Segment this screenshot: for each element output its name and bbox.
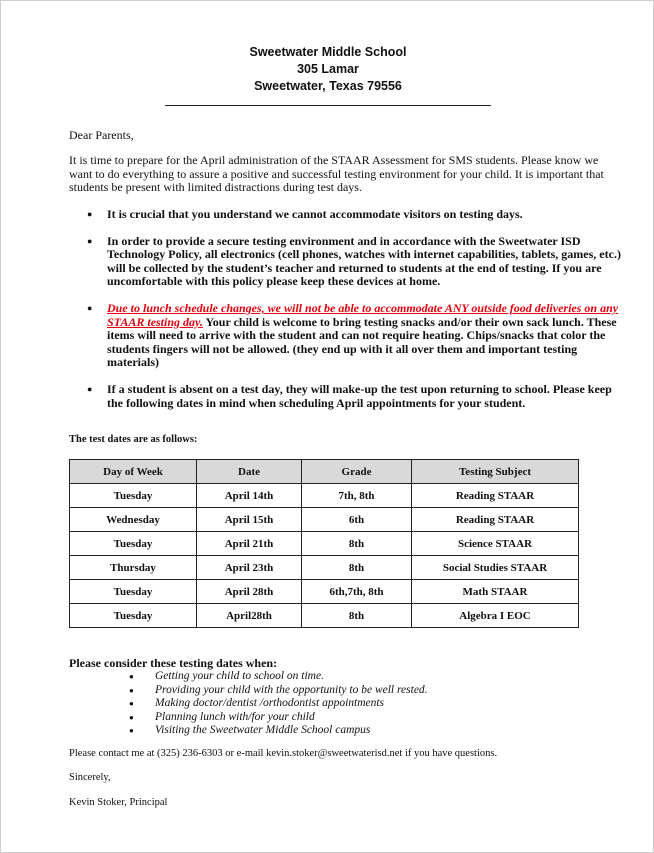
policy-visitors-text: It is crucial that you understand we cannot accommodate visitors on testing days. xyxy=(107,207,523,221)
table-row xyxy=(70,508,579,532)
list-item: ● Providing your child with the opportunity to be well rested. xyxy=(69,684,428,698)
intro-paragraph: It is time to prepare for the April administration of the STAAR Assessment for SMS students. Please know we want to do everything to assure a positive and successful testing environment for your child. It is important that students be present with limited distractions during test days. xyxy=(69,153,604,195)
cell-day: Tuesday xyxy=(70,580,197,604)
header-day: Day of Week xyxy=(70,460,197,484)
cell-subject: Algebra I EOC xyxy=(412,604,579,628)
signature: Kevin Stoker, Principal xyxy=(69,797,168,808)
cell-date: April 28th xyxy=(197,580,302,604)
lunch-details: Your child is welcome to bring testing snacks and/or their own sack lunch. These items will need to arrive with the student and can not require heating. Chips/snacks that color the students fingers will not be allowed. (they end up with it all over them and important testing materials) xyxy=(107,314,617,370)
lunch-warning: Due to lunch schedule changes, we will not be able to accommodate ANY outside food deliveries on any STAAR testing day. xyxy=(107,300,619,329)
table-row xyxy=(70,580,579,604)
cell-day: Thursday xyxy=(70,556,197,580)
cell-date: April28th xyxy=(197,604,302,628)
cell-subject: Science STAAR xyxy=(412,532,579,556)
list-item: ● Planning lunch with/for your child xyxy=(69,711,428,725)
letterhead xyxy=(1,44,654,106)
school-city: Sweetwater, Texas 79556 xyxy=(254,79,402,93)
consider-list xyxy=(69,670,428,738)
policy-absence-text: If a student is absent on a test day, they will make-up the test upon returning to school. Please keep the following dates in mind when scheduling April appointments for your student. xyxy=(107,381,612,410)
list-item: ● Visiting the Sweetwater Middle School campus xyxy=(69,724,428,738)
policy-electronics xyxy=(69,235,625,289)
cell-grade: 8th xyxy=(302,604,412,628)
list-item: ● Making doctor/dentist /orthodontist appointments xyxy=(69,697,428,711)
cell-day: Tuesday xyxy=(70,484,197,508)
table-row xyxy=(70,532,579,556)
cell-grade: 8th xyxy=(302,556,412,580)
contact-line: Please contact me at (325) 236-6303 or e-mail kevin.stoker@sweetwaterisd.net if you have questions. xyxy=(69,748,498,759)
cell-grade: 6th,7th, 8th xyxy=(302,580,412,604)
cell-subject: Social Studies STAAR xyxy=(412,556,579,580)
policy-visitors xyxy=(69,208,625,222)
closing: Sincerely, xyxy=(69,772,111,783)
cell-day: Tuesday xyxy=(70,604,197,628)
cell-day: Wednesday xyxy=(70,508,197,532)
cell-subject: Reading STAAR xyxy=(412,484,579,508)
policy-list xyxy=(69,208,625,423)
school-street: 305 Lamar xyxy=(297,62,359,76)
greeting: Dear Parents, xyxy=(69,128,134,142)
cell-grade: 8th xyxy=(302,532,412,556)
cell-date: April 23th xyxy=(197,556,302,580)
header-grade: Grade xyxy=(302,460,412,484)
policy-absence xyxy=(69,383,625,410)
table-row xyxy=(70,556,579,580)
cell-grade: 6th xyxy=(302,508,412,532)
consider-heading: Please consider these testing dates when: xyxy=(69,656,278,670)
list-item: ● Getting your child to school on time. xyxy=(69,670,428,684)
cell-subject: Math STAAR xyxy=(412,580,579,604)
schedule-caption: The test dates are as follows: xyxy=(69,434,198,445)
table-row xyxy=(70,484,579,508)
cell-date: April 14th xyxy=(197,484,302,508)
policy-electronics-text: In order to provide a secure testing environment and in accordance with the Sweetwater ISD Technology Policy, all electronics (cell phones, watches with internet capabilities, tablets, games, etc.) will be collected by the student’s teacher and returned to students at the end of testing. If you are uncomfortable with this policy please keep these devices at home. xyxy=(107,233,621,289)
header-divider xyxy=(165,99,491,106)
table-header-row xyxy=(70,460,579,484)
cell-grade: 7th, 8th xyxy=(302,484,412,508)
test-schedule-table xyxy=(69,459,579,628)
cell-day: Tuesday xyxy=(70,532,197,556)
header-subject: Testing Subject xyxy=(412,460,579,484)
table-row xyxy=(70,604,579,628)
cell-subject: Reading STAAR xyxy=(412,508,579,532)
policy-lunch xyxy=(69,302,625,370)
cell-date: April 21th xyxy=(197,532,302,556)
school-name: Sweetwater Middle School xyxy=(249,45,407,59)
header-date: Date xyxy=(197,460,302,484)
cell-date: April 15th xyxy=(197,508,302,532)
